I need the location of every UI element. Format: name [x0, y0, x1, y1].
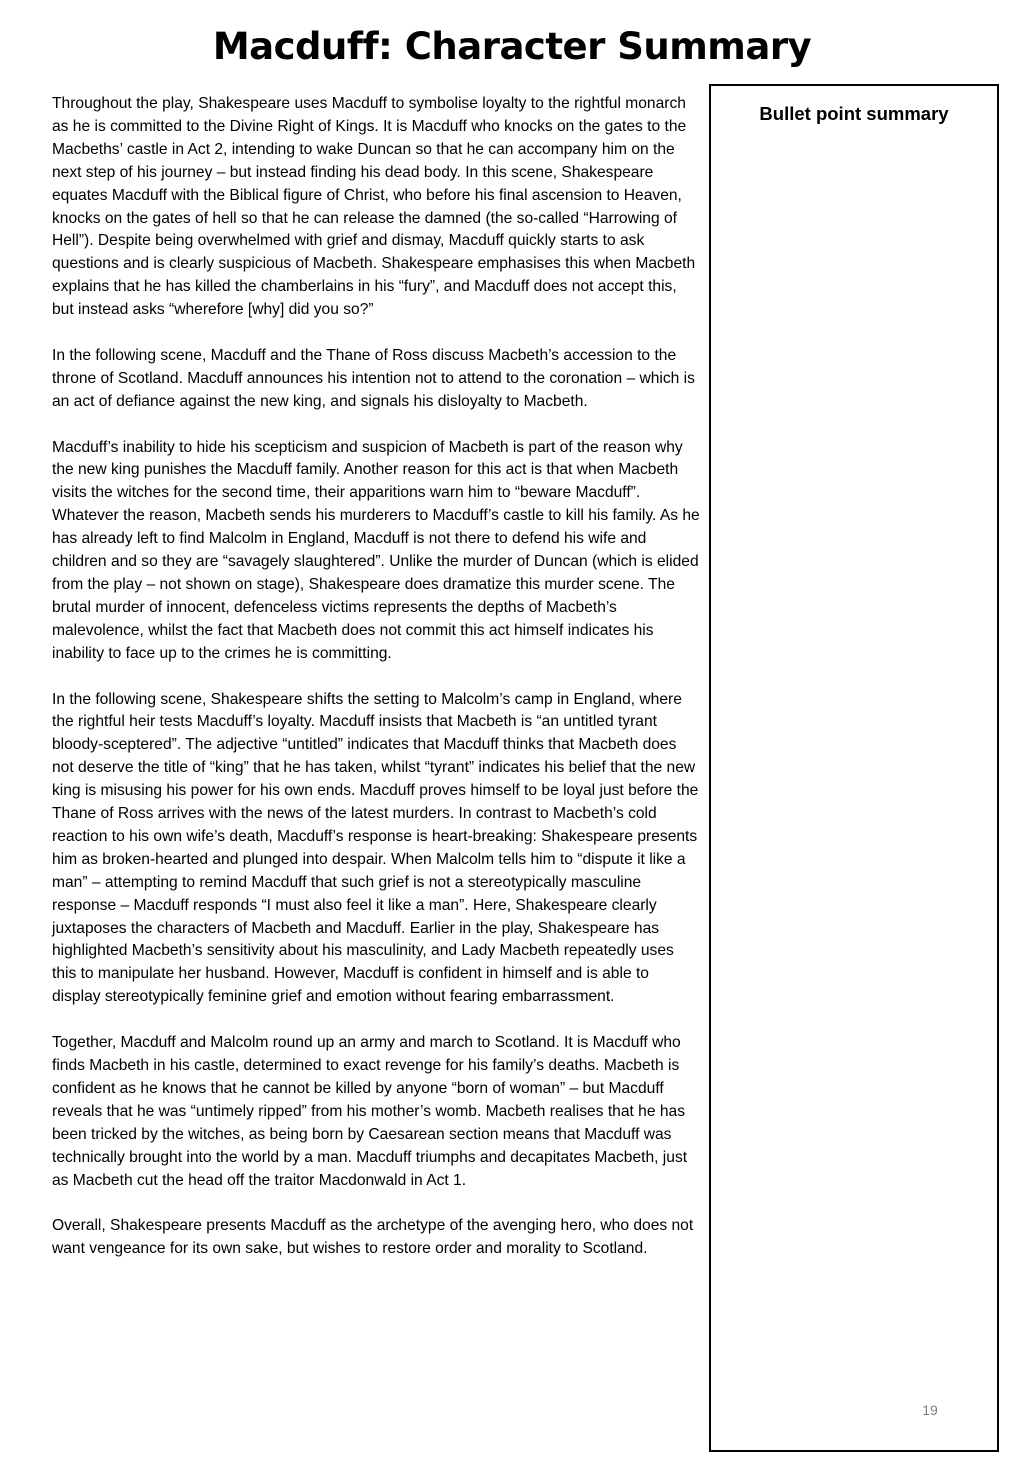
page-title: Macduff: Character Summary — [212, 25, 812, 68]
bullet-point-summary-box[interactable] — [709, 84, 999, 1452]
paragraph-act2-knocking: Throughout the play, Shakespeare uses Macduff to symbolise loyalty to the rightful monarch as he is committed to the Divine Right of Kings. It is Macduff who knocks on the gates to the Macbeths’ castle in Act 2, intending to wake Duncan so that he can accompany him on the next step of his journey – but instead finding his dead body. In this scene, Shakespeare equates Macduff with the Biblical figure of Christ, who before his final ascension to Heaven, knocks on the gates of hell so that he can release the damned (the so-called “Harrowing of Hell”). Despite being overwhelmed with grief and dismay, Macduff quickly starts to ask questions and is clearly suspicious of Macbeth. Shakespeare emphasises this when Macbeth explains that he has killed the chamberlains in his “fury”, and Macduff does not accept this, but instead asks “wherefore [why] did you so?” — [52, 95, 696, 319]
page-number: 19 — [922, 1402, 938, 1418]
body-text — [52, 93, 700, 1284]
paragraph-malcolm-camp: In the following scene, Shakespeare shifts the setting to Malcolm’s camp in England, where the rightful heir tests Macduff’s loyalty. Macduff insists that Macbeth is “an untitled tyrant bloody-sceptered”. The adjective “untitled” indicates that Macduff thinks that Macbeth does not deserve the title of “king” that he has taken, whilst “tyrant” indicates his belief that the new king is misusing his power for his own ends. Macduff proves himself to be loyal just before the Thane of Ross arrives with the news of the latest murders. In contrast to Macbeth’s cold reaction to his own wife’s death, Macduff’s response is heart-breaking: Shakespeare presents him as broken-hearted and plunged into despair. When Malcolm tells him to “dispute it like a man” – attempting to remind Macduff that such grief is not a stereotypically masculine response – Macduff responds “I must also feel it like a man”. Here, Shakespeare clearly juxtaposes the characters of Macbeth and Macduff. Earlier in the play, Shakespeare has highlighted Macbeth’s sensitivity about his masculinity, and Lady Macbeth repeatedly uses this to manipulate her husband. However, Macduff is confident in himself and is able to display stereotypically feminine grief and emotion without fearing embarrassment. — [52, 690, 699, 1006]
paragraph-coronation: In the following scene, Macduff and the Thane of Ross discuss Macbeth’s accession to the throne of Scotland. Macduff announces his intention not to attend to the coronation – which is an act of defiance against the new king, and signals his disloyalty to Macbeth. — [52, 346, 695, 410]
summary-heading: Bullet point summary — [759, 103, 949, 124]
paragraph-conclusion: Overall, Shakespeare presents Macduff as the archetype of the avenging hero, who does not want vengeance for its own sake, but wishes to restore order and morality to Scotland. — [52, 1217, 694, 1258]
paragraph-final-battle: Together, Macduff and Malcolm round up an army and march to Scotland. It is Macduff who finds Macbeth in his castle, determined to exact revenge for his family’s deaths. Macbeth is confident as he knows that he cannot be killed by anyone “born of woman” – but Macduff reveals that he was “untimely ripped” from his mother’s womb. Macbeth realises that he has been tricked by the witches, as being born by Caesarean section means that Macduff was technically brought into the world by a man. Macduff triumphs and decapitates Macbeth, just as Macbeth cut the head off the traitor Macdonwald in Act 1. — [52, 1034, 688, 1189]
paragraph-family-murder: Macduff’s inability to hide his scepticism and suspicion of Macbeth is part of the reason why the new king punishes the Macduff family. Another reason for this act is that when Macbeth visits the witches for the second time, their apparitions warn him to “beware Macduff”. Whatever the reason, Macbeth sends his murderers to Macduff’s castle to kill his family. As he has already left to find Malcolm in England, Macduff is not there to defend his wife and children and so they are “savagely slaughtered”. Unlike the murder of Duncan (which is elided from the play – not shown on stage), Shakespeare does dramatize this murder scene. The brutal murder of innocent, defenceless victims represents the depths of Macbeth’s malevolence, whilst the fact that Macbeth does not commit this act himself indicates his inability to face up to the crimes he is committing. — [52, 438, 700, 662]
